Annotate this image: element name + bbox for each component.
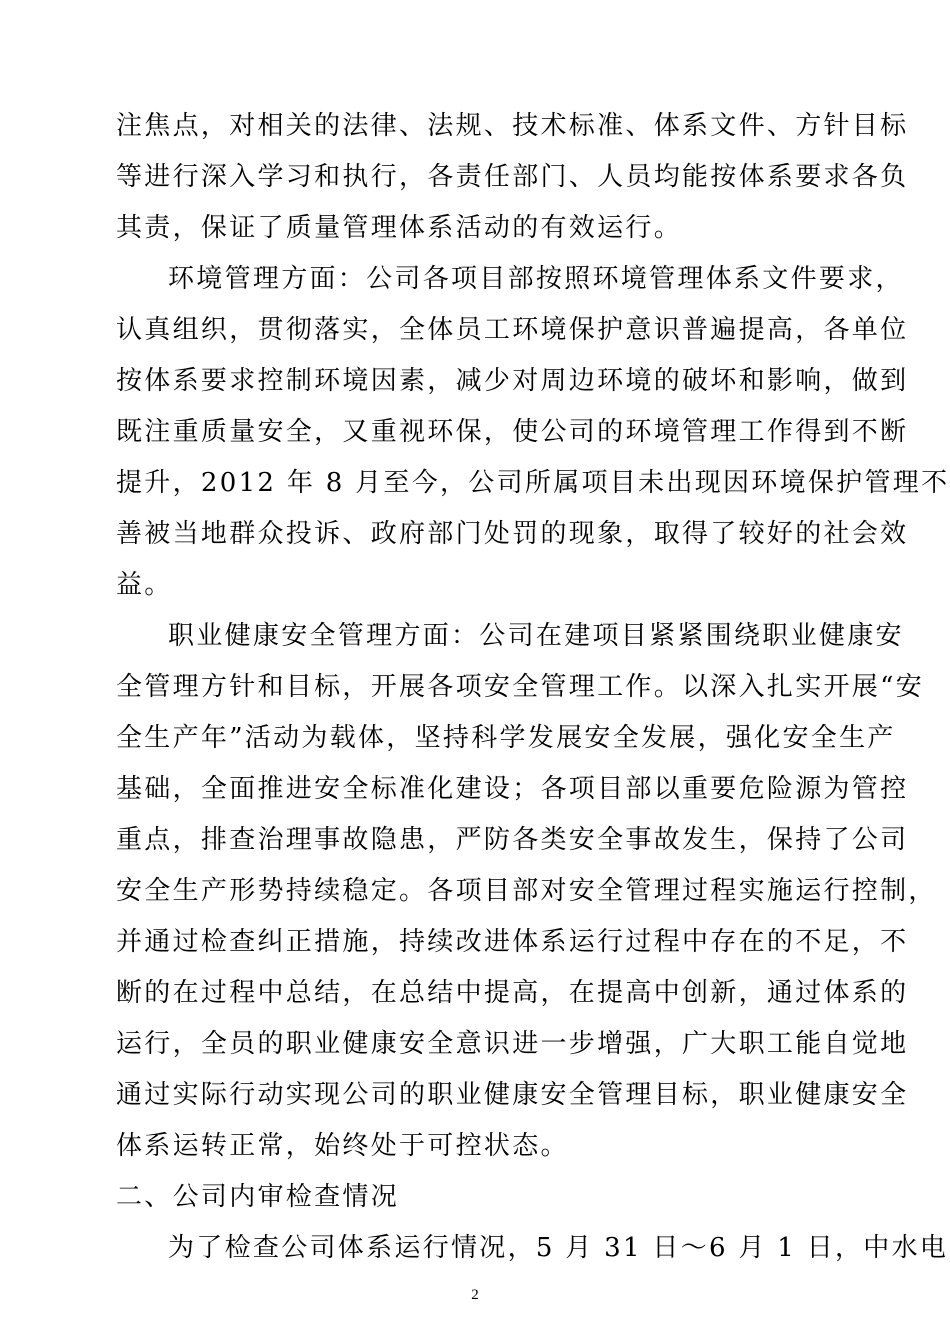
body-text-line: 断的在过程中总结，在总结中提高，在提高中创新，通过体系的	[116, 978, 909, 1008]
body-text-line: 全管理方针和目标，开展各项安全管理工作。以深入扎实开展“安	[116, 672, 924, 702]
body-text-line: 益。	[116, 570, 173, 600]
body-text-line: 并通过检查纠正措施，持续改进体系运行过程中存在的不足，不	[116, 927, 909, 957]
body-text-line: 善被当地群众投诉、政府部门处罚的现象，取得了较好的社会效	[116, 519, 909, 549]
paragraph-first-line: 职业健康安全管理方面：公司在建项目紧紧围绕职业健康安	[168, 621, 904, 651]
body-text-line: 全生产年”活动为载体，坚持科学发展安全发展，强化安全生产	[116, 723, 896, 753]
paragraph-first-line: 环境管理方面：公司各项目部按照环境管理体系文件要求，	[168, 264, 904, 294]
body-text-line: 其责，保证了质量管理体系活动的有效运行。	[116, 213, 683, 243]
body-text-line: 等进行深入学习和执行，各责任部门、人员均能按体系要求各负	[116, 162, 909, 192]
body-text-line: 注焦点，对相关的法律、法规、技术标准、体系文件、方针目标	[116, 111, 909, 141]
body-text-line: 通过实际行动实现公司的职业健康安全管理目标，职业健康安全	[116, 1080, 909, 1110]
body-text-line: 提升，2012 年 8 月至今，公司所属项目未出现因环境保护管理不	[116, 468, 950, 498]
body-text-line: 基础，全面推进安全标准化建设；各项目部以重要危险源为管控	[116, 774, 909, 804]
body-text-line: 重点，排查治理事故隐患，严防各类安全事故发生，保持了公司	[116, 825, 909, 855]
body-text-line: 认真组织，贯彻落实，全体员工环境保护意识普遍提高，各单位	[116, 315, 909, 345]
paragraph-first-line: 为了检查公司体系运行情况，5 月 31 日～6 月 1 日，中水电	[168, 1233, 949, 1263]
body-text-line: 运行，全员的职业健康安全意识进一步增强，广大职工能自觉地	[116, 1029, 909, 1059]
body-text-line: 体系运转正常，始终处于可控状态。	[116, 1131, 569, 1161]
section-heading: 二、公司内审检查情况	[116, 1182, 400, 1212]
page-number: 2	[471, 1287, 479, 1303]
body-text-line: 既注重质量安全，又重视环保，使公司的环境管理工作得到不断	[116, 417, 909, 447]
body-text-line: 安全生产形势持续稳定。各项目部对安全管理过程实施运行控制，	[116, 876, 937, 906]
body-text-line: 按体系要求控制环境因素，减少对周边环境的破坏和影响，做到	[116, 366, 909, 396]
